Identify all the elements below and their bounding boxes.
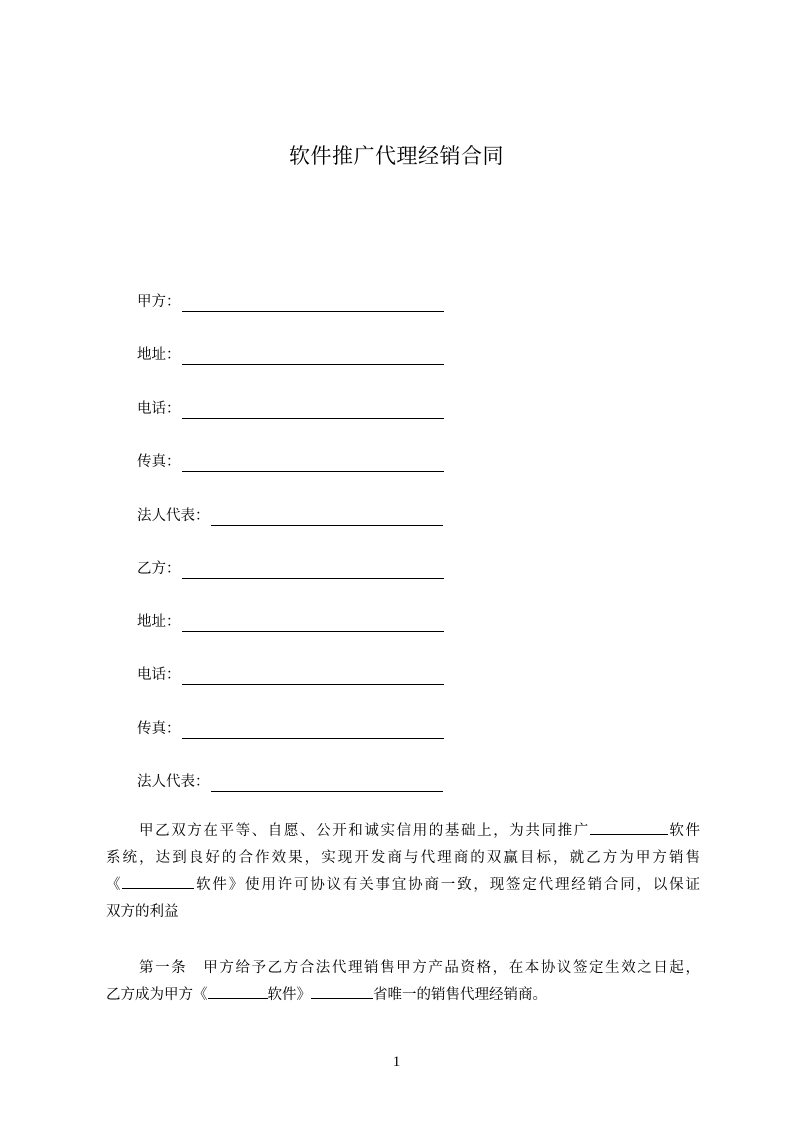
blank-line <box>182 561 444 579</box>
party-b-phone-field <box>137 663 444 685</box>
blank-line <box>311 983 373 999</box>
paragraph-line <box>106 982 700 1009</box>
blank-line <box>182 721 444 739</box>
party-a-address-field <box>137 343 444 365</box>
article-text: 乙方成为甲方《 <box>106 987 208 1003</box>
blank-line <box>122 873 194 889</box>
blank-line <box>182 294 444 312</box>
party-b-address-field <box>137 610 444 632</box>
field-label: 传真： <box>137 721 181 737</box>
field-label: 电话： <box>137 667 181 683</box>
preamble-paragraph <box>106 818 700 926</box>
document-title: 软件推广代理经销合同 <box>289 144 504 168</box>
field-label: 地址： <box>137 614 181 630</box>
article-text: 省唯一的销售代理经销商。 <box>373 987 547 1003</box>
blank-line <box>182 667 444 685</box>
article-1-paragraph <box>106 955 700 1009</box>
preamble-text: 《 <box>106 877 123 893</box>
field-label: 电话： <box>137 401 181 417</box>
blank-line <box>208 983 268 999</box>
preamble-text: 软件》使用许可协议有关事宜协商一致，现签定代理经销合同，以保证 <box>194 877 700 893</box>
blank-line <box>182 401 444 419</box>
party-a-phone-field <box>137 397 444 419</box>
field-label: 法人代表： <box>137 774 210 790</box>
page-number: 1 <box>392 1054 401 1070</box>
paragraph-line: 双方的利益 <box>106 904 179 920</box>
blank-line <box>590 819 668 835</box>
field-label: 传真： <box>137 454 181 470</box>
blank-line <box>182 614 444 632</box>
field-label: 乙方： <box>137 561 181 577</box>
article-text: 软件》 <box>267 987 311 1003</box>
blank-line <box>211 508 443 526</box>
party-b-name-field <box>137 557 444 579</box>
paragraph-line: 第一条 甲方给予乙方合法代理销售甲方产品资格，在本协议签定生效之日起， <box>139 960 700 976</box>
field-label: 甲方： <box>137 294 181 310</box>
blank-line <box>182 454 444 472</box>
party-a-name-field <box>137 290 444 312</box>
party-b-fax-field <box>137 717 444 739</box>
paragraph-line: 系统，达到良好的合作效果，实现开发商与代理商的双赢目标，就乙方为甲方销售 <box>106 850 700 866</box>
preamble-text: 软件 <box>667 823 701 839</box>
party-b-representative-field <box>137 770 443 792</box>
field-label: 地址： <box>137 347 181 363</box>
paragraph-line <box>106 818 700 845</box>
party-a-representative-field <box>137 504 443 526</box>
blank-line <box>182 347 444 365</box>
paragraph-line <box>106 872 700 899</box>
field-label: 法人代表： <box>137 508 210 524</box>
blank-line <box>211 774 443 792</box>
preamble-text: 甲乙双方在平等、自愿、公开和诚实信用的基础上，为共同推广 <box>139 823 590 839</box>
party-a-fax-field <box>137 450 444 472</box>
